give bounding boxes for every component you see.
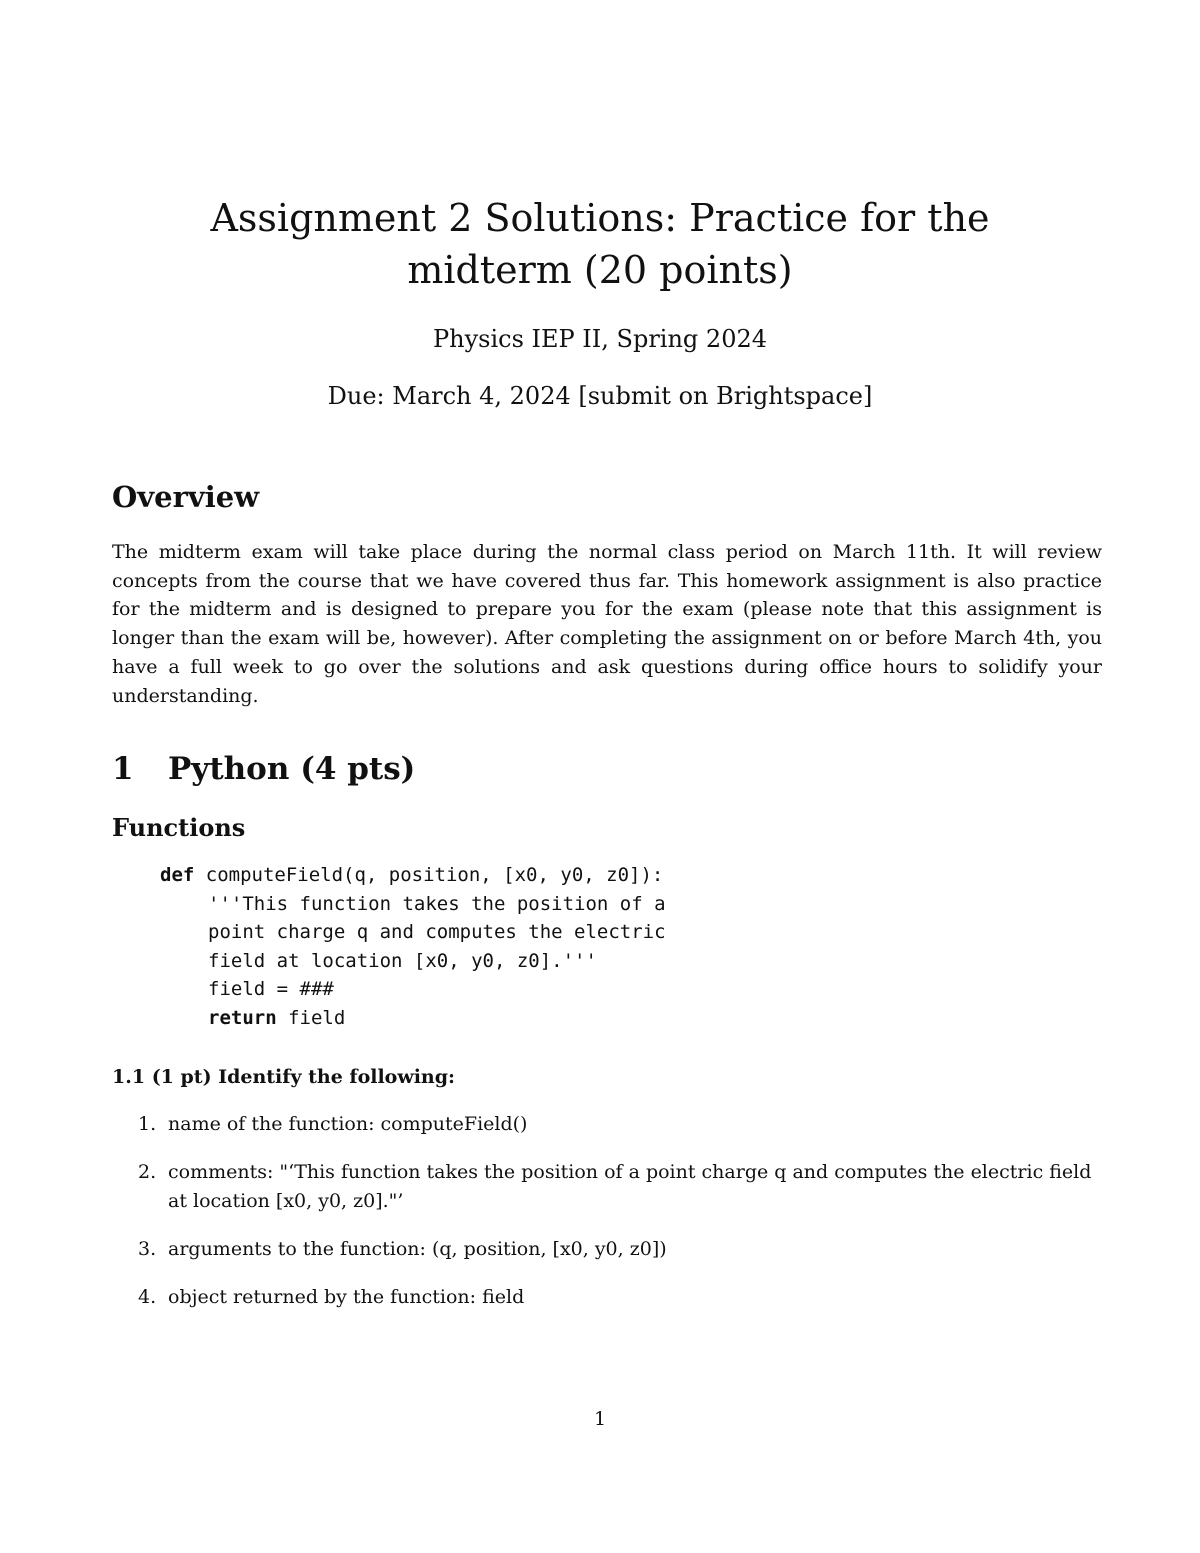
code-line-2: '''This function takes the position of a [208,892,666,915]
list-item [112,1235,1102,1264]
list-item [112,1283,1102,1312]
due-date: Due: March 4, 2024 [submit on Brightspace] [327,382,873,410]
code-line-4: field at location [x0, y0, z0].''' [208,949,597,972]
code-line-1 [160,861,666,890]
overview-heading: Overview [112,480,260,514]
list-marker: 1. [138,1113,157,1135]
list-marker: 3. [138,1237,157,1260]
list-marker: 2. [138,1161,157,1183]
question-1-1-heading [112,1064,455,1090]
list-item-text: object returned by the function: field [168,1285,525,1308]
section-1-heading [112,748,415,790]
section-number: 1 [112,751,134,787]
code-line-1-text: computeField(q, position, [x0, y0, z0]): [194,864,664,886]
section-title: Python (4 pts) [168,751,416,787]
question-points: (1 pt) [151,1066,212,1088]
code-keyword-return: return [208,1006,277,1029]
page-number: 1 [593,1408,607,1430]
question-number: 1.1 [112,1066,146,1088]
list-item [112,1158,1102,1215]
question-text: Identify the following: [218,1066,456,1088]
list-item-text: arguments to the function: (q, position, [x0, y0, z0]) [168,1237,667,1260]
list-item [112,1110,1102,1139]
code-line-6 [160,1004,666,1033]
list-item-text: comments: "‘This function takes the position of a point charge q and computes the electric field at location [x0, y0, z0]."’ [168,1161,1092,1212]
list-item-text: name of the function: computeField() [168,1113,528,1135]
code-line-6-text: field [276,1006,346,1029]
document-title: Assignment 2 Solutions: Practice for the midterm (20 points) [210,196,990,292]
code-line-3: point charge q and computes the electric [208,921,666,943]
answer-list [112,1110,1102,1331]
code-line-5: field = ### [208,978,334,1000]
functions-subheading: Functions [112,813,246,842]
overview-paragraph: The midterm exam will take place during the normal class period on March 11th. It will review concepts from the course that we have covered thus far. This homework assignment is also practice for the midterm and is designed to prepare you for the exam (please note that this assignment is longer than the exam will be, however). After completing the assignment on or before March 4th, you have a full week to go over the solutions and ask questions during office hours to solidify your understanding. [112,541,1102,707]
course-name: Physics IEP II, Spring 2024 [432,325,768,353]
list-marker: 4. [138,1285,157,1308]
code-block [160,861,666,1032]
code-keyword-def: def [160,864,195,886]
